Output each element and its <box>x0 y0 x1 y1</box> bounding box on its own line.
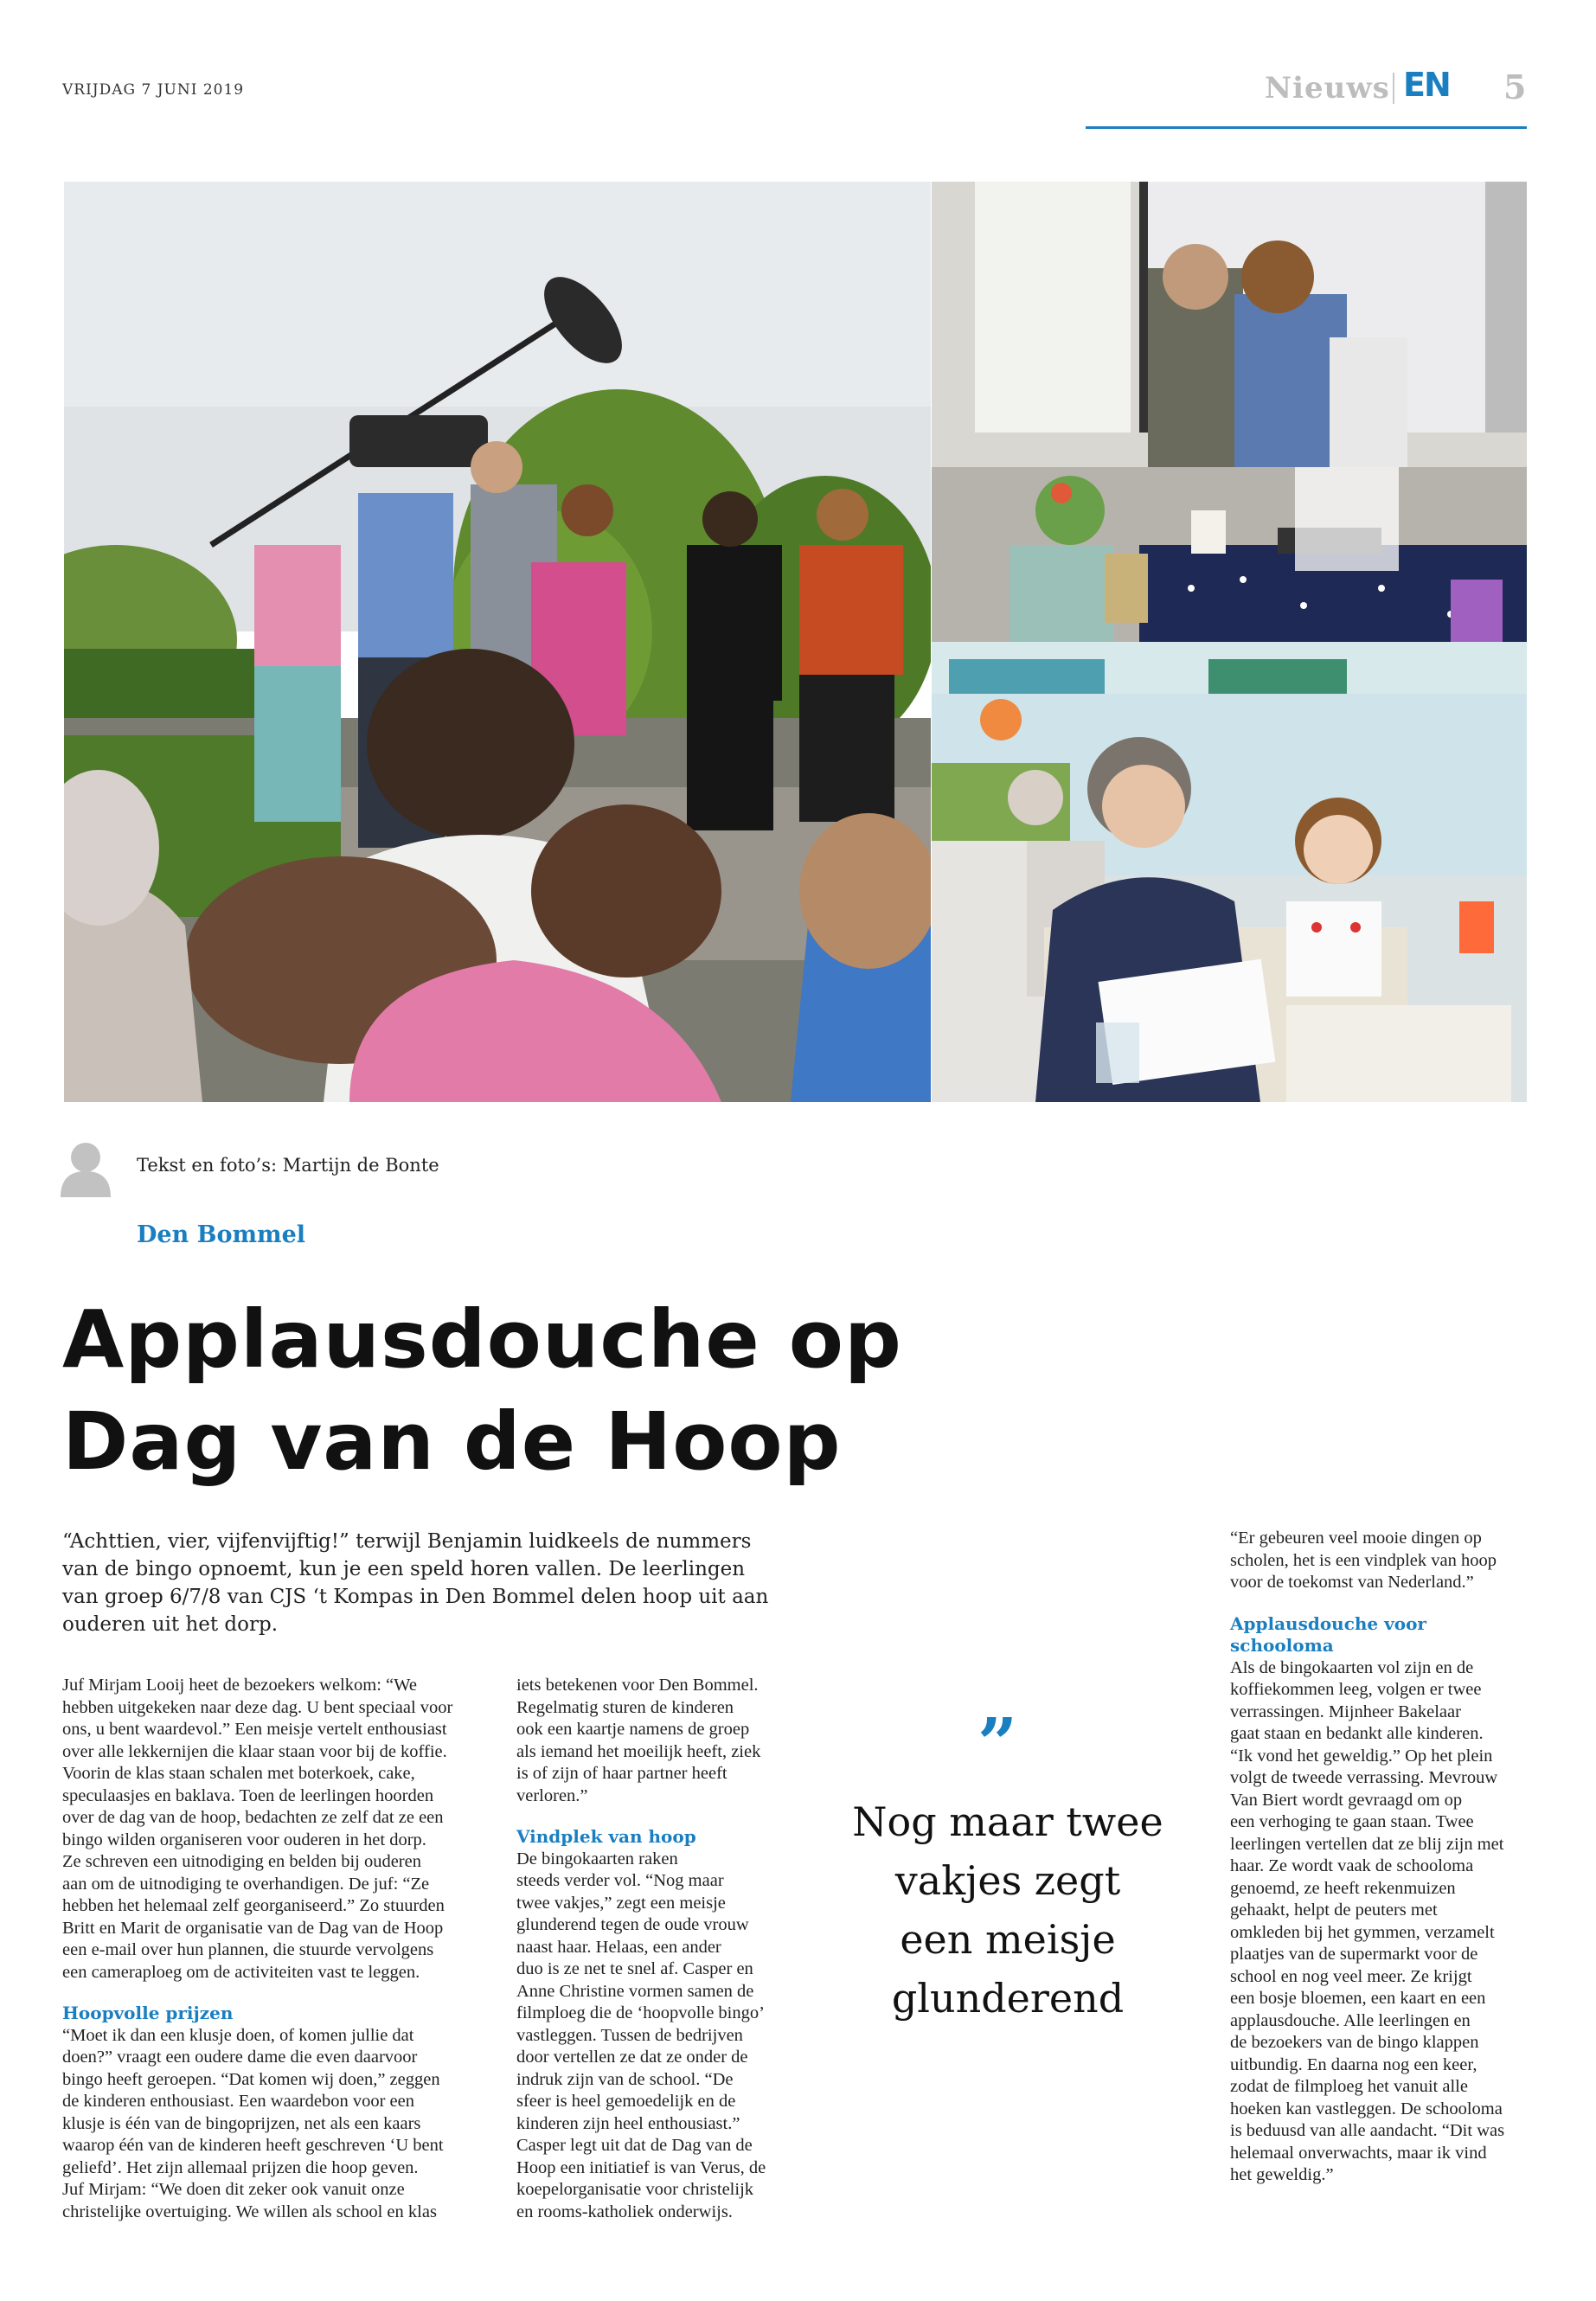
text-line: is beduusd van alle aandacht. “Dit was <box>1230 2121 1505 2140</box>
header-rule <box>1086 126 1527 129</box>
text-line: een e-mail over hun plannen, die stuurde vervolgens <box>62 1940 434 1959</box>
pull-quote-line: vakjes zegt <box>894 1857 1121 1904</box>
text-line: Regelmatig sturen de kinderen <box>516 1697 734 1717</box>
text-line: De bingokaarten raken <box>516 1849 678 1868</box>
newspaper-logo: EN <box>1403 66 1450 104</box>
text-line: koepelorganisatie voor christelijk <box>516 2180 754 2199</box>
text-line: kinderen zijn heel enthousiast.” <box>516 2113 740 2133</box>
text-line: steeds verder vol. “Nog maar <box>516 1871 724 1890</box>
text-line: waarop één van de kinderen heeft geschreven ‘U bent <box>62 2136 444 2155</box>
text-line: door vertellen ze dat ze onder de <box>516 2048 748 2067</box>
text-line: volgt de tweede verrassing. Mevrouw <box>1230 1768 1498 1787</box>
text-line: voor de toekomst van Nederland.” <box>1230 1573 1474 1592</box>
text-line: bingo wilden organiseren voor ouderen in het dorp. <box>62 1830 426 1849</box>
text-line: Als de bingokaarten vol zijn en de <box>1230 1657 1474 1677</box>
text-line: Ze schreven een uitnodiging en belden bij ouderen <box>62 1852 421 1871</box>
article-column-1 <box>62 1675 495 2223</box>
location-kicker: Den Bommel <box>137 1221 306 1248</box>
subheading-line: Applausdouche voor <box>1230 1612 1426 1634</box>
quote-mark-icon: ” <box>977 1702 1018 1784</box>
text-line: Van Biert wordt gevraagd om op <box>1230 1790 1463 1810</box>
text-line: hebben uitgekeken naar deze dag. U bent speciaal voor <box>62 1697 453 1717</box>
section-label: Nieuws <box>1265 71 1390 106</box>
intro-line: van de bingo opnoemt, kun je een speld horen vallen. De leerlingen <box>62 1558 746 1580</box>
page-number: 5 <box>1503 67 1527 106</box>
text-line: een verhoging te gaan staan. Twee <box>1230 1812 1474 1831</box>
text-line: gaat staan en bedankt alle kinderen. <box>1230 1724 1484 1743</box>
headline-line: Dag van de Hoop <box>62 1395 842 1488</box>
text-line: en rooms-katholiek onderwijs. <box>516 2202 733 2221</box>
intro-line: van groep 6/7/8 van CJS ‘t Kompas in Den Bommel delen hoop uit aan <box>62 1586 769 1608</box>
text-line: applausdouche. Alle leerlingen en <box>1230 2010 1471 2030</box>
pull-quote-line: een meisje <box>900 1916 1116 1963</box>
pull-quote-line: glunderend <box>891 1975 1125 2022</box>
text-line: vastleggen. Tussen de bedrijven <box>516 2025 743 2045</box>
paragraph <box>1230 1528 1529 1594</box>
text-line: plaatjes van de supermarkt voor de <box>1230 1945 1478 1964</box>
publication-date: VRIJDAG 7 JUNI 2019 <box>62 81 245 99</box>
text-line: als iemand het moeilijk heeft, ziek <box>516 1741 761 1761</box>
paragraph <box>516 1849 797 2224</box>
byline-credit: Tekst en foto’s: Martijn de Bonte <box>137 1155 439 1176</box>
text-line: “Ik vond het geweldig.” Op het plein <box>1230 1746 1493 1766</box>
text-line: filmploeg die de ‘hoopvolle bingo’ <box>516 2003 765 2022</box>
text-line: genoemd, ze heeft rekenmuizen <box>1230 1878 1456 1898</box>
subheading-applausdouche-voor-schooloma <box>1230 1613 1529 1657</box>
pull-quote <box>822 1792 1194 2028</box>
text-line: indruk zijn van de school. “De <box>516 2069 734 2089</box>
text-line: bingo heeft geroepen. “Dat komen wij doen,” zeggen <box>62 2069 440 2089</box>
text-line: “Er gebeuren veel mooie dingen op <box>1230 1529 1482 1548</box>
text-line: Juf Mirjam Looij heet de bezoekers welkom: “We <box>62 1676 417 1695</box>
text-line: Voorin de klas staan schalen met boterkoek, cake, <box>62 1764 415 1783</box>
text-line: omkleden bij het gymmen, verzamelt <box>1230 1922 1495 1942</box>
text-line: Britt en Marit de organisatie van de Dag van de Hoop <box>62 1918 444 1938</box>
text-line: verrassingen. Mijnheer Bakelaar <box>1230 1702 1461 1721</box>
text-line: Anne Christine vormen samen de <box>516 1981 754 2001</box>
photo-classroom-bingo <box>932 642 1527 1102</box>
text-line: doen?” vraagt een oudere dame die even daarvoor <box>62 2048 418 2067</box>
text-line: een cameraploeg om de activiteiten vast te leggen. <box>62 1962 420 1982</box>
paragraph <box>62 2025 495 2224</box>
text-line: hoeken kan vastleggen. De schooloma <box>1230 2099 1503 2118</box>
text-line: de kinderen enthousiast. Een waardebon voor een <box>62 2092 415 2111</box>
subheading-hoopvolle-prijzen: Hoopvolle prijzen <box>62 2003 234 2023</box>
subheading-vindplek-van-hoop: Vindplek van hoop <box>516 1826 696 1847</box>
text-line: Juf Mirjam: “We doen dit zeker ook vanuit onze <box>62 2180 405 2199</box>
text-line: haar. Ze wordt vaak de schooloma <box>1230 1856 1474 1875</box>
headline-line: Applausdouche op <box>62 1293 902 1386</box>
text-line: geliefd’. Het zijn allemaal prijzen die hoop geven. <box>62 2157 419 2177</box>
pull-quote-line: Nog maar twee <box>852 1798 1163 1845</box>
text-line: is of zijn of haar partner heeft <box>516 1764 727 1783</box>
text-line: aan om de uitnodiging te overhandigen. De juf: “Ze <box>62 1874 430 1894</box>
text-line: over de dag van de hoop, bedachten ze zelf dat ze een <box>62 1808 444 1827</box>
text-line: Casper legt uit dat de Dag van de <box>516 2136 753 2155</box>
text-line: hebben het helemaal zelf georganiseerd.” Zo stuurden <box>62 1896 445 1915</box>
text-line: over alle lekkernijen die klaar staan voor bij de koffie. <box>62 1741 447 1761</box>
text-line: ons, u bent waardevol.” Een meisje vertelt enthousiast <box>62 1720 447 1739</box>
text-line: christelijke overtuiging. We willen als school en klas <box>62 2202 437 2221</box>
text-line: verloren.” <box>516 1785 588 1805</box>
text-line: helemaal onverwachts, maar ik vind <box>1230 2143 1487 2163</box>
header-separator <box>1393 73 1394 104</box>
text-line: speculaasjes en baklava. Toen de leerlingen hoorden <box>62 1785 434 1805</box>
headline <box>62 1289 1014 1493</box>
text-line: scholen, het is een vindplek van hoop <box>1230 1550 1497 1570</box>
paragraph <box>62 1675 495 1984</box>
photo-film-crew-outdoor <box>64 182 931 1102</box>
text-line: iets betekenen voor Den Bommel. <box>516 1676 759 1695</box>
photo-children-bingo-table <box>932 182 1527 642</box>
paragraph <box>516 1675 797 1807</box>
text-line: duo is ze net te snel af. Casper en <box>516 1959 753 1978</box>
intro-line: ouderen uit het dorp. <box>62 1613 279 1636</box>
article-column-4 <box>1230 1528 1529 2187</box>
text-line: gehaakt, helpt de peuters met <box>1230 1900 1438 1920</box>
text-line: de bezoekers van de bingo klappen <box>1230 2033 1479 2052</box>
intro-paragraph <box>62 1528 789 1638</box>
text-line: koffiekommen leeg, volgen er twee <box>1230 1680 1482 1699</box>
text-line: een bosje bloemen, een kaart en een <box>1230 1989 1486 2008</box>
intro-line: “Achttien, vier, vijfenvijftig!” terwijl Benjamin luidkeels de nummers <box>62 1530 752 1553</box>
text-line: naast haar. Helaas, een ander <box>516 1937 721 1957</box>
paragraph <box>1230 1657 1529 2187</box>
text-line: ook een kaartje namens de groep <box>516 1720 750 1739</box>
text-line: twee vakjes,” zegt een meisje <box>516 1893 726 1913</box>
text-line: klusje is één van de bingoprijzen, net als een kaars <box>62 2113 421 2133</box>
article-column-2 <box>516 1675 797 2223</box>
text-line: het geweldig.” <box>1230 2165 1334 2184</box>
text-line: Hoop een initiatief is van Verus, de <box>516 2157 766 2177</box>
text-line: sfeer is heel gemoedelijk en de <box>516 2092 736 2111</box>
text-line: glunderend tegen de oude vrouw <box>516 1915 749 1934</box>
subheading-line: schooloma <box>1230 1635 1334 1656</box>
author-avatar-icon <box>61 1140 111 1197</box>
text-line: leerlingen vertellen dat ze blij zijn met <box>1230 1834 1504 1854</box>
text-line: zodat de filmploeg het vanuit alle <box>1230 2077 1468 2096</box>
text-line: uitbundig. En daarna nog een keer, <box>1230 2054 1477 2074</box>
text-line: “Moet ik dan een klusje doen, of komen jullie dat <box>62 2025 414 2045</box>
text-line: school en nog veel meer. Ze krijgt <box>1230 1966 1472 1986</box>
